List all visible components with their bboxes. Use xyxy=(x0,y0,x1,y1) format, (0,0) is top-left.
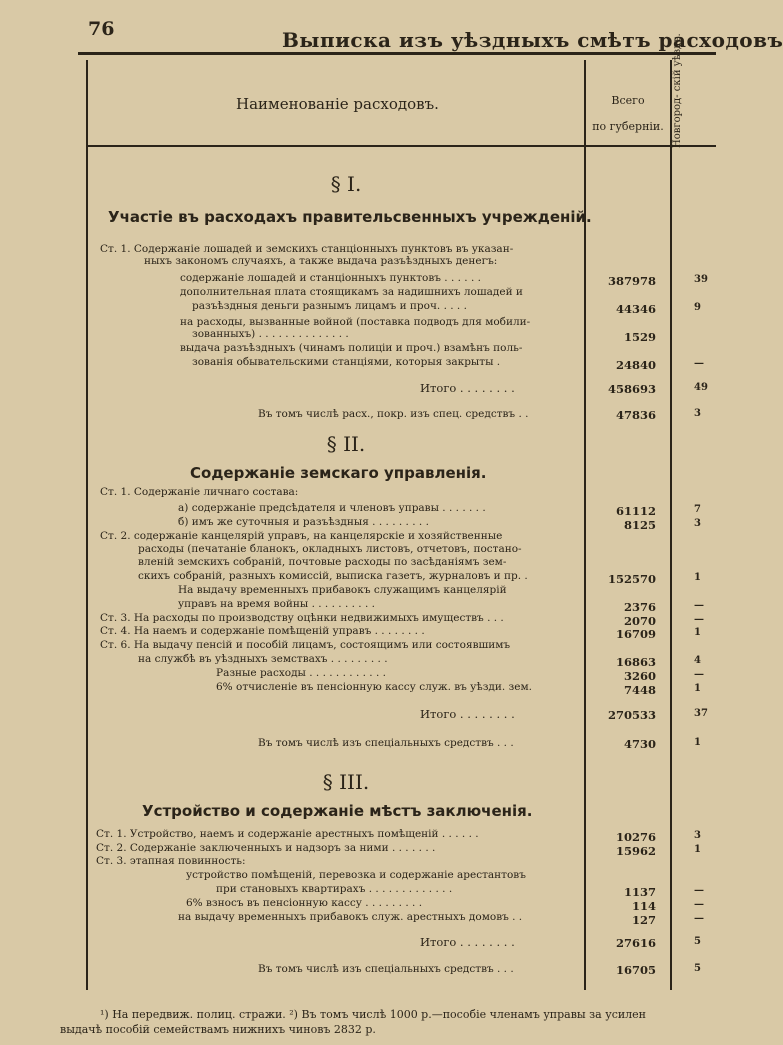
section-number: § I. xyxy=(330,172,362,196)
column-header-novgorod: Новгород- скій уѣздъ. xyxy=(672,33,683,148)
novgorod-value: 3 xyxy=(694,518,701,529)
expense-line: содержаніе лошадей и станціонныхъ пунктовъ . . . . . . xyxy=(180,272,481,284)
expense-line: 6% взносъ въ пенсіонную кассу . . . . . . . . . xyxy=(186,897,423,909)
expense-line: на службѣ въ уѣздныхъ земствахъ . . . . . . . . . xyxy=(138,653,388,665)
total-value: 16709 xyxy=(615,627,656,641)
expense-line: зованія обывательскими станціями, которыя закрыты . xyxy=(192,356,501,368)
expense-line: зованныхъ) . . . . . . . . . . . . . . xyxy=(192,328,349,340)
column-header-name: Наименованіе расходовъ. xyxy=(236,95,439,113)
novgorod-value: 7 xyxy=(694,504,701,515)
section-number: § II. xyxy=(326,432,366,456)
section-title: Устройство и содержаніе мѣстъ заключенія. xyxy=(142,802,533,820)
expense-line: Ст. 1. Содержаніе лошадей и земскихъ станціонныхъ пунктовъ въ указан- xyxy=(100,243,514,255)
expense-line: скихъ собраній, разныхъ комиссій, выписка газетъ, журналовъ и пр. . xyxy=(138,570,528,582)
total-value: 10276 xyxy=(615,830,656,844)
special-funds-value: 47836 xyxy=(615,408,656,422)
itogo-label: Итого . . . . . . . . xyxy=(420,935,515,949)
expense-line: Ст. 3. этапная повинность: xyxy=(96,855,246,867)
section-number: § III. xyxy=(322,770,370,794)
itogo-label: Итого . . . . . . . . xyxy=(420,381,515,395)
novgorod-value: 1 xyxy=(694,844,701,855)
column-divider-novg xyxy=(670,60,672,990)
expense-line: б) имъ же суточныя и разъѣздныя . . . . . . . . . xyxy=(178,516,429,528)
expense-line: 6% отчисленіе въ пенсіонную кассу служ. въ уѣзди. зем. xyxy=(216,681,533,693)
special-funds-novgorod-value: 1 xyxy=(694,737,701,748)
expense-line: устройство помѣщеній, перевозка и содержаніе арестантовъ xyxy=(186,869,526,881)
novgorod-value: 4 xyxy=(694,655,701,666)
expense-line: Ст. 2. Содержаніе заключенныхъ и надзоръ за ними . . . . . . . xyxy=(96,842,436,854)
table-left-border xyxy=(86,60,88,990)
total-value: 61112 xyxy=(615,504,656,518)
itogo-novgorod-value: 5 xyxy=(694,936,701,947)
expense-line: Ст. 1. Содержаніе личнаго состава: xyxy=(100,486,299,498)
special-funds-novgorod-value: 5 xyxy=(694,963,701,974)
expense-line: а) содержаніе предсѣдателя и членовъ управы . . . . . . . xyxy=(178,502,486,514)
itogo-value: 27616 xyxy=(615,936,656,950)
expense-line: дополнительная плата стоящикамъ за надишнихъ лошадей и xyxy=(180,286,523,298)
total-value: 15962 xyxy=(615,844,656,858)
novgorod-value: 1 xyxy=(694,627,701,638)
expense-line: управъ на время войны . . . . . . . . . . xyxy=(178,598,375,610)
novgorod-value: 1 xyxy=(694,683,701,694)
total-value: 387978 xyxy=(607,274,656,288)
total-value: 1137 xyxy=(623,885,656,899)
itogo-novgorod-value: 49 xyxy=(694,382,708,393)
section-title: Участіе въ расходахъ правительсвенныхъ учрежденій. xyxy=(108,208,592,226)
total-value: 2376 xyxy=(623,600,656,614)
special-funds-value: 16705 xyxy=(615,963,656,977)
total-value: 152570 xyxy=(607,572,656,586)
expense-line: расходы (печатаніе бланокъ, окладныхъ листовъ, отчетовъ, постано- xyxy=(138,543,522,555)
total-value: 8125 xyxy=(623,518,656,532)
total-value: 24840 xyxy=(615,358,656,372)
expense-line: Ст. 1. Устройство, наемъ и содержаніе арестныхъ помѣщеній . . . . . . xyxy=(96,828,479,840)
page-number: 76 xyxy=(88,18,115,40)
novgorod-value: — xyxy=(694,600,704,611)
itogo-novgorod-value: 37 xyxy=(694,708,708,719)
total-value: 114 xyxy=(631,899,656,913)
expense-line: На выдачу временныхъ прибавокъ служащимъ канцелярій xyxy=(178,584,507,596)
itogo-value: 458693 xyxy=(607,382,656,396)
expense-line: Разные расходы . . . . . . . . . . . . xyxy=(216,667,386,679)
section-title: Содержаніе земскаго управленія. xyxy=(190,464,487,482)
column-header-total-line1: Всего xyxy=(611,94,645,107)
total-value: 1529 xyxy=(623,330,656,344)
expense-line: Ст. 3. На расходы по производству оцѣнки недвижимыхъ имуществъ . . . xyxy=(100,612,504,624)
running-title: Выписка изъ уѣздныхъ смѣтъ расходовъ xyxy=(282,28,783,52)
column-divider-total xyxy=(584,60,586,990)
total-value: 16863 xyxy=(615,655,656,669)
footnote-line-1: ¹) На передвиж. полиц. стражи. ²) Въ томъ числѣ 1000 р.—пособіе членамъ управы за усилен xyxy=(100,1008,647,1021)
top-rule xyxy=(78,52,716,55)
novgorod-value: 39 xyxy=(694,274,708,285)
special-funds-label: Въ томъ числѣ расх., покр. изъ спец. средствъ . . xyxy=(258,408,529,420)
expense-line: выдача разъѣздныхъ (чинамъ полиціи и проч.) взамѣнъ поль- xyxy=(180,342,523,354)
expense-line: Ст. 4. На наемъ и содержаніе помѣщеній управъ . . . . . . . . xyxy=(100,625,425,637)
special-funds-value: 4730 xyxy=(623,737,656,751)
total-value: 3260 xyxy=(623,669,656,683)
novgorod-value: 9 xyxy=(694,302,701,313)
total-value: 7448 xyxy=(623,683,656,697)
expense-line: Ст. 6. На выдачу пенсій и пособій лицамъ, состоящимъ или состоявшимъ xyxy=(100,639,511,651)
column-header-total xyxy=(587,88,669,140)
special-funds-label: Въ томъ числѣ изъ спеціальныхъ средствъ . . . xyxy=(258,963,514,975)
itogo-label: Итого . . . . . . . . xyxy=(420,707,515,721)
expense-line: на выдачу временныхъ прибавокъ служ. арестныхъ домовъ . . xyxy=(178,911,523,923)
special-funds-label: Въ томъ числѣ изъ спеціальныхъ средствъ . . . xyxy=(258,737,514,749)
novgorod-value: — xyxy=(694,899,704,910)
expense-line: при становыхъ квартирахъ . . . . . . . . . . . . . xyxy=(216,883,453,895)
column-header-total-line2: по губерніи. xyxy=(592,120,664,133)
novgorod-value: — xyxy=(694,885,704,896)
total-value: 127 xyxy=(631,913,656,927)
expense-line: разъѣздныя деньги разнымъ лицамъ и проч. . . . . xyxy=(192,300,467,312)
expense-line: на расходы, вызванные войной (поставка подводъ для мобили- xyxy=(180,316,531,328)
itogo-value: 270533 xyxy=(607,708,656,722)
special-funds-novgorod-value: 3 xyxy=(694,408,701,419)
novgorod-value: — xyxy=(694,614,704,625)
novgorod-value: — xyxy=(694,913,704,924)
header-bottom-rule xyxy=(86,145,716,147)
novgorod-value: 3 xyxy=(694,830,701,841)
footnote-line-2: выдачѣ пособій семействамъ нижнихъ чиновъ 2832 р. xyxy=(60,1023,376,1036)
novgorod-value: — xyxy=(694,358,704,369)
expense-line: ныхъ закономъ случаяхъ, а также выдача разъѣздныхъ денегъ: xyxy=(144,255,498,267)
expense-line: Ст. 2. содержаніе канцелярій управъ, на канцелярскіе и хозяйственные xyxy=(100,530,503,542)
total-value: 2070 xyxy=(623,614,656,628)
total-value: 44346 xyxy=(615,302,656,316)
expense-line: вленій земскихъ собраній, почтовые расходы по засѣданіямъ зем- xyxy=(138,556,507,568)
novgorod-value: — xyxy=(694,669,704,680)
novgorod-value: 1 xyxy=(694,572,701,583)
